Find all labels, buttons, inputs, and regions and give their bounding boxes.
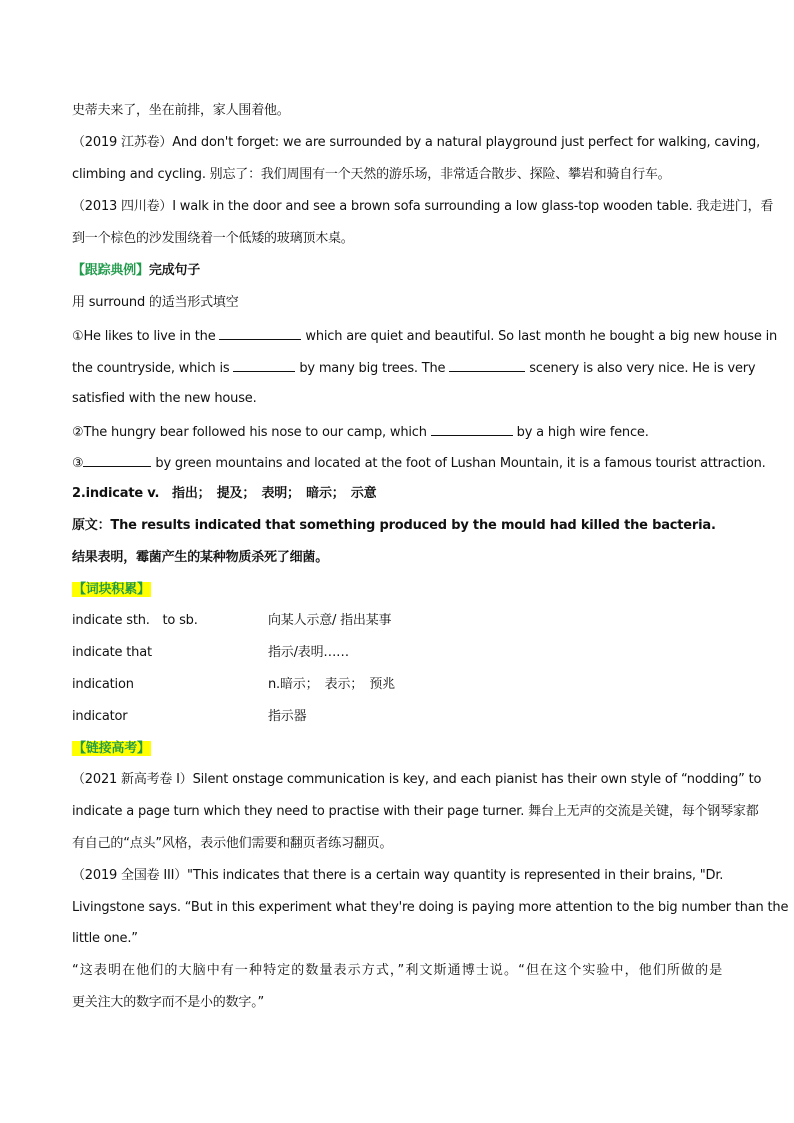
exam-2021-line2: indicate a page turn which they need to practise with their page turner. 舞台上无声的交流是关键，每个钢琴家都	[72, 804, 759, 819]
vocab-row	[72, 707, 722, 727]
vocab-row	[72, 643, 722, 663]
question-1-line2: the countryside, which is by many big trees. The scenery is also very nice. He is very	[72, 357, 722, 377]
answer-blank-2[interactable]	[233, 357, 295, 372]
exam-2019-line2: Livingstone says. “But in this experiment what they're doing is paying more attention to the big number than the	[72, 900, 789, 915]
vocab-tag: 【词块积累】	[73, 582, 150, 597]
practice-instruction: 用 surround 的适当形式填空	[72, 295, 239, 310]
question-1-line1: ①He likes to live in the which are quiet and beautiful. So last month he bought a big new house in	[72, 325, 722, 345]
vocab-row	[72, 675, 722, 695]
vocab-meaning: 向某人示意/ 指出某事	[268, 613, 392, 628]
vocab-term: indication	[72, 677, 134, 692]
exam-2019-line3: little one.”	[72, 931, 138, 946]
practice-tag: 【跟踪典例】	[72, 263, 149, 278]
vocab-heading	[72, 580, 722, 600]
vocab-term: indicate that	[72, 645, 152, 660]
paragraph-sichuan-line2: 到一个棕色的沙发围绕着一个低矮的玻璃顶木桌。	[72, 231, 354, 246]
vocab-meaning: 指示/表明……	[268, 645, 349, 660]
exam-2019-line5: 更关注大的数字而不是小的数字。”	[72, 995, 265, 1010]
exam-tag: 【链接高考】	[73, 741, 150, 756]
vocab-meaning: 指示器	[268, 709, 307, 724]
answer-blank-3[interactable]	[449, 357, 525, 372]
answer-blank-1[interactable]	[219, 325, 301, 340]
vocab-meaning: n.暗示； 表示； 预兆	[268, 677, 395, 692]
entry-heading: 2.indicate v. 指出； 提及； 表明； 暗示； 示意	[72, 486, 377, 501]
exam-2021-line1: （2021 新高考卷 I）Silent onstage communication is key, and each pianist has their own style of “nodding” to	[72, 772, 762, 787]
answer-blank-4[interactable]	[431, 421, 513, 436]
answer-blank-5[interactable]	[83, 452, 151, 467]
vocab-row	[72, 611, 722, 631]
paragraph-jiangsu-line2: climbing and cycling. 别忘了：我们周围有一个天然的游乐场，非常适合散步、探险、攀岩和骑自行车。	[72, 167, 671, 182]
question-3: ③ by green mountains and located at the foot of Lushan Mountain, it is a famous tourist attraction.	[72, 452, 722, 472]
paragraph-steve: 史蒂夫来了，坐在前排，家人围着他。	[72, 103, 290, 118]
vocab-term: indicate sth. to sb.	[72, 613, 198, 628]
entry-original: 原文：The results indicated that something produced by the mould had killed the bacteria.	[72, 518, 716, 533]
question-1-line3: satisfied with the new house.	[72, 391, 257, 406]
paragraph-jiangsu-line1: （2019 江苏卷）And don't forget: we are surrounded by a natural playground just perfect for walking, caving,	[72, 135, 761, 150]
practice-heading	[72, 261, 722, 281]
exam-heading	[72, 739, 722, 759]
entry-translation: 结果表明，霉菌产生的某种物质杀死了细菌。	[72, 550, 329, 565]
exam-2019-line1: （2019 全国卷 III）"This indicates that there is a certain way quantity is represented in their brains, "Dr.	[72, 868, 724, 883]
paragraph-sichuan-line1: （2013 四川卷）I walk in the door and see a brown sofa surrounding a low glass-top wooden table. 我走进门，看	[72, 199, 774, 214]
exam-2021-line3: 有自己的“点头”风格，表示他们需要和翻页者练习翻页。	[72, 836, 393, 851]
exam-2019-line4: “这表明在他们的大脑中有一种特定的数量表示方式，”利文斯通博士说。“但在这个实验中，他们所做的是	[72, 963, 722, 978]
practice-title: 完成句子	[148, 263, 201, 278]
question-2: ②The hungry bear followed his nose to our camp, which by a high wire fence.	[72, 421, 722, 441]
vocab-term: indicator	[72, 709, 128, 724]
